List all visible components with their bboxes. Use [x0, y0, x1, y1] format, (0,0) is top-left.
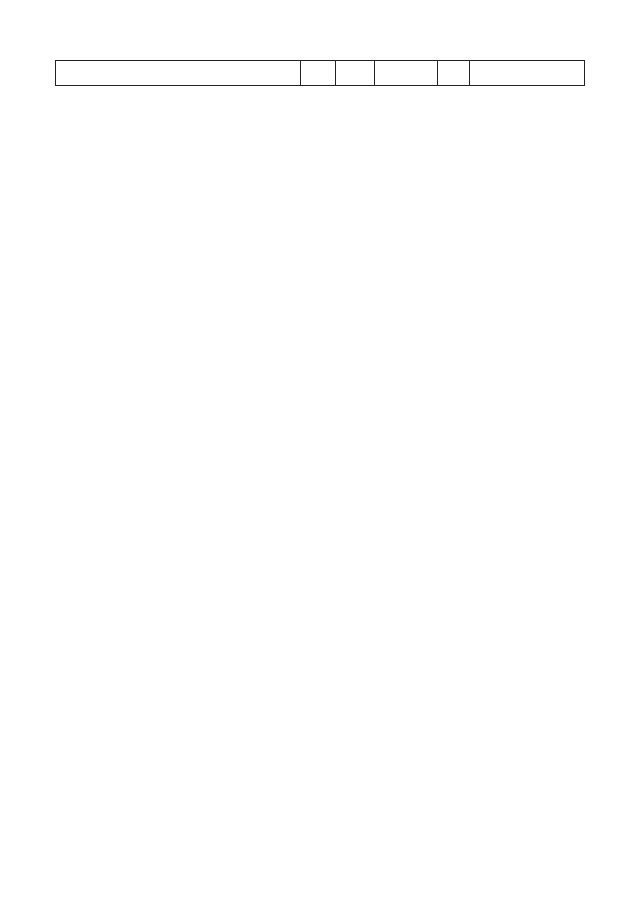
column-header-1 — [56, 61, 301, 86]
column-header-table — [55, 60, 585, 86]
column-header-4 — [375, 61, 438, 86]
column-header-2 — [301, 61, 336, 86]
column-header-row — [56, 61, 585, 86]
column-header-5 — [438, 61, 470, 86]
column-header-3 — [336, 61, 375, 86]
column-header-6 — [470, 61, 585, 86]
